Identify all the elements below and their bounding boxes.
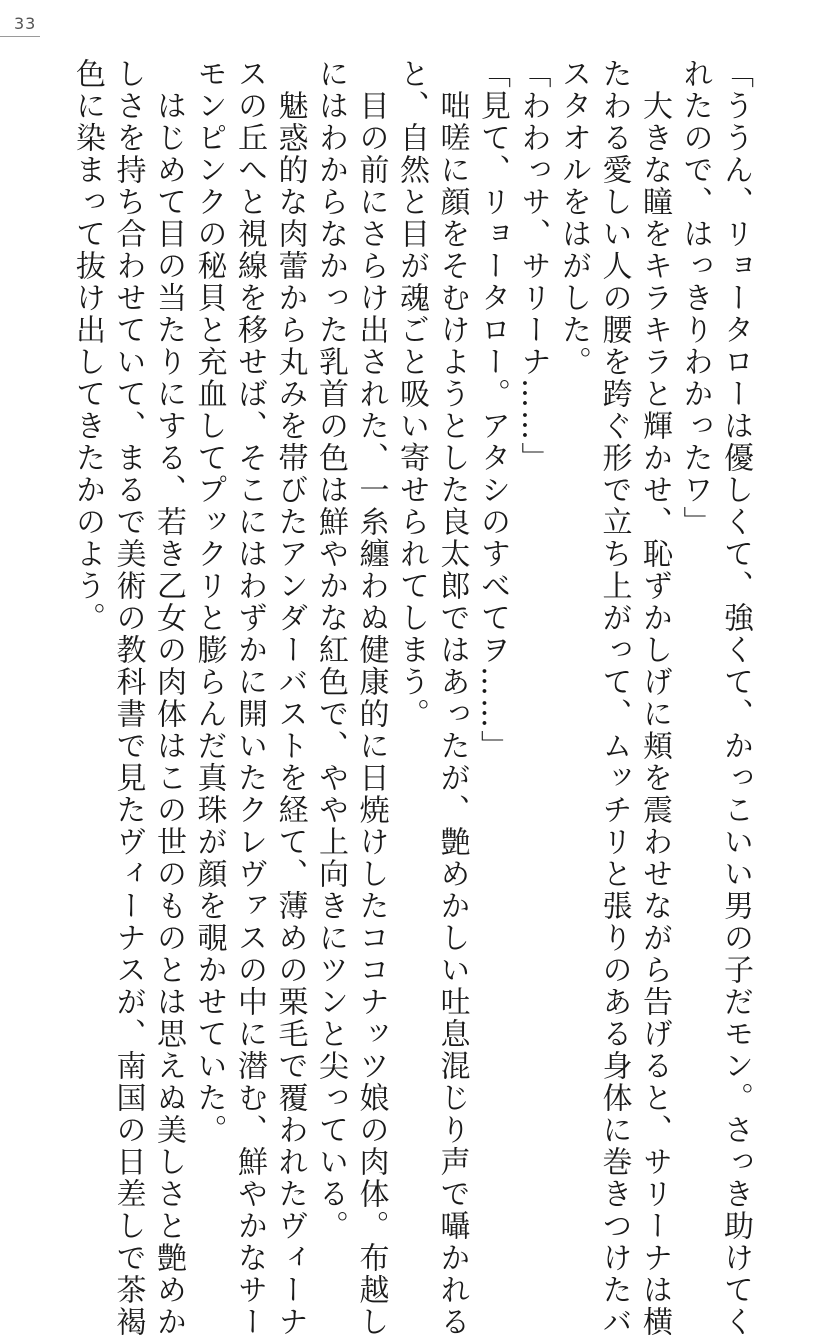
paragraph: 咄嗟に顔をそむけようとした良太郎ではあったが、艶めかしい吐息混じり声で囁かれる と、自然と目が魂ごと吸い寄せられてしまう。 xyxy=(394,58,470,1338)
paragraph: 大きな瞳をキラキラと輝かせ、恥ずかしげに頬を震わせながら告げると、サリーナは横 たわる愛しい人の腰を跨ぐ形で立ち上がって、ムッチリと張りのある身体に巻きつけたバ スタオルをはがした。 xyxy=(556,58,672,1338)
paragraph: 「ううん、リョータローは優しくて、強くて、かっこいい男の子だモン。さっき助けてく れたので、はっきりわかったワ」 xyxy=(677,58,753,1338)
paragraph: はじめて目の当たりにする、若き乙女の肉体はこの世のものとは思えぬ美しさと艶めか しさを持ち合わせていて、まるで美術の教科書で見たヴィーナスが、南国の日差しで茶褐 色に染まって抜け出してきたかのよう。 xyxy=(70,58,186,1338)
paragraph: 目の前にさらけ出された、一糸纏わぬ健康的に日焼けしたココナッツ娘の肉体。布越し にはわからなかった乳首の色は鮮やかな紅色で、やや上向きにツンと尖っている。 xyxy=(313,58,389,1338)
paragraph: 「見て、リョータロー。アタシのすべてヲ……」 xyxy=(475,58,510,762)
paragraph: 魅惑的な肉蕾から丸みを帯びたアンダーバストを経て、薄めの栗毛で覆われたヴィーナ スの丘へと視線を移せば、そこにはわずかに開いたクレヴァスの中に潜む、鮮やかなサー モンピンクの秘貝と充血してプックリと膨らんだ真珠が顔を覗かせていた。 xyxy=(191,58,308,1338)
page-number: 33 xyxy=(14,14,37,33)
paragraph: 「わわっサ、サリーナ……」 xyxy=(515,58,551,474)
page-number-rule xyxy=(0,36,40,37)
vertical-text-body xyxy=(70,58,755,1338)
